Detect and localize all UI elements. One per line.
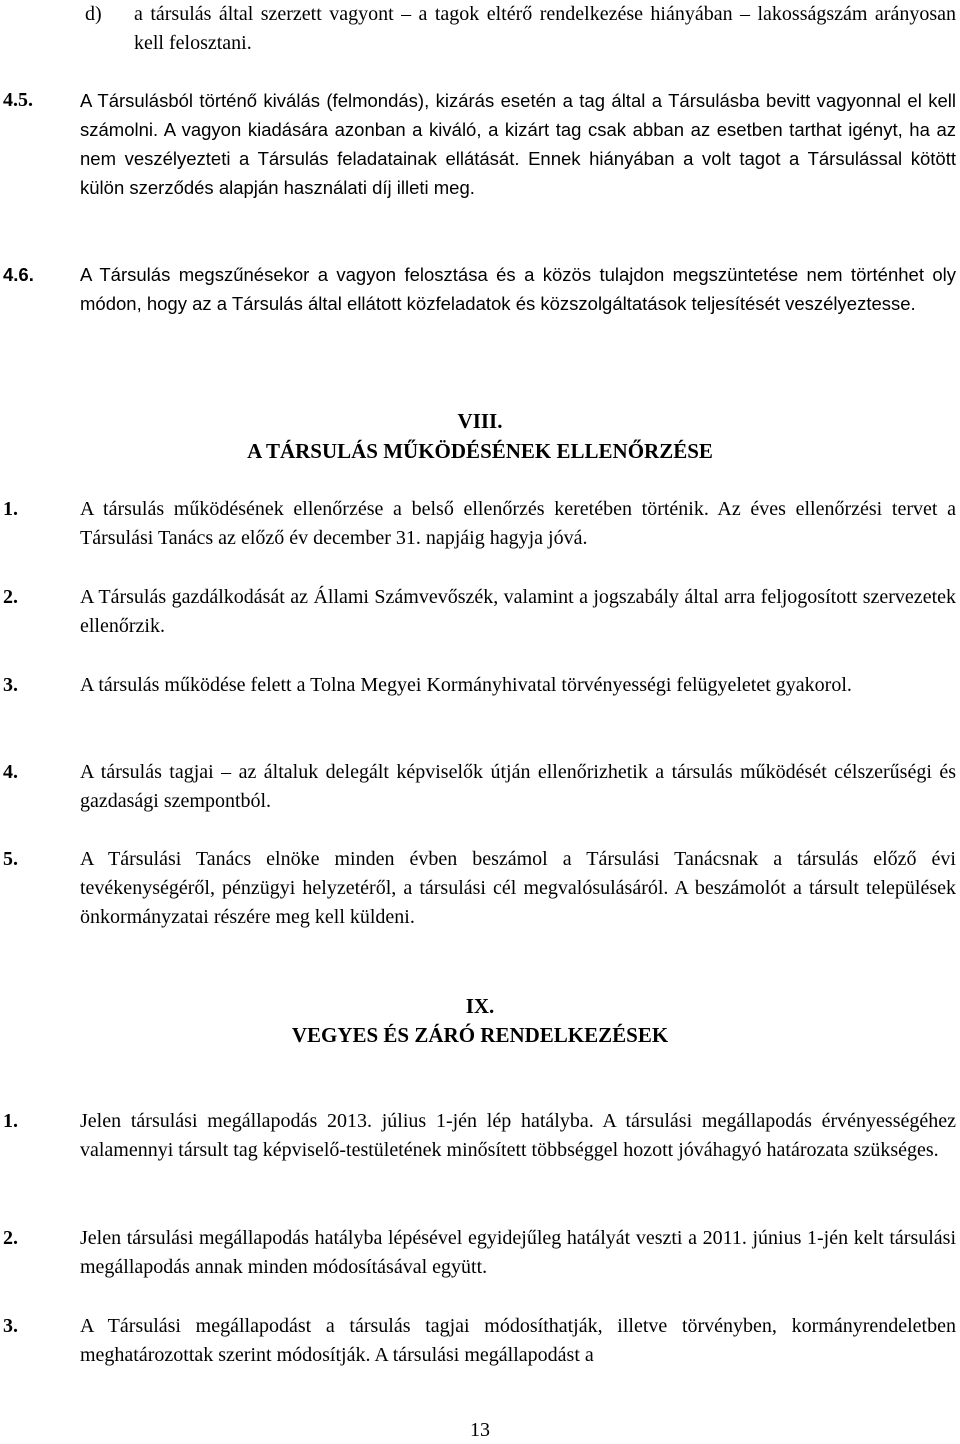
item-text: a társulás által szerzett vagyont – a tagok eltérő rendelkezése hiányában – lakosságszám arányosan kell felosztani. (134, 3, 956, 54)
item-number: 4. (3, 761, 18, 783)
section-text: A Társulásból történő kiválás (felmondás), kizárás esetén a tag által a Társulásba bevitt vagyonnal el kell számolni. A vagyon kiadására azonban a kiváló, a kizárt tag csak abban az esetben tarthat igényt, ha az nem veszélyezteti a Társulás feladatainak ellátását. Ennek hiányában a volt tagot a Társulással kötött külön szerződés alapján használati díj illeti meg. (80, 90, 956, 198)
item-number: 5. (3, 848, 18, 870)
chapter-title: VEGYES ÉS ZÁRÓ RENDELKEZÉSEK (291, 1023, 669, 1047)
chapter-number: VIII. (457, 409, 503, 433)
item-text: A Társulási Tanács elnöke minden évben beszámol a Társulási Tanácsnak a társulás előző évi tevékenységéről, pénzügyi helyzetéről, a társulási cél megvalósulásáról. A beszámolót a társult települések önkormányzatai részére meg kell küldeni. (80, 848, 956, 928)
item-text: A társulás működésének ellenőrzése a belső ellenőrzés keretében történik. Az éves ellenőrzési tervet a Társulási Tanács az előző év december 31. napjáig hagyja jóvá. (80, 498, 956, 549)
item-label: d) (85, 3, 102, 25)
item-number: 3. (3, 674, 18, 696)
chapter-number: IX. (465, 994, 495, 1018)
item-text: A társulás működése felett a Tolna Megyei Kormányhivatal törvényességi felügyeletet gyakorol. (80, 674, 852, 696)
item-text: Jelen társulási megállapodás 2013. július 1-jén lép hatályba. A társulási megállapodás érvényességéhez valamennyi társult tag képviselő-testületének minősített többséggel hozott jóváhagyó határozata szükséges. (80, 1110, 956, 1161)
item-number: 2. (3, 1227, 18, 1249)
item-text: A Társulás gazdálkodását az Állami Számvevőszék, valamint a jogszabály által arra feljogosított szervezetek ellenőrzik. (80, 586, 956, 637)
item-number: 3. (3, 1315, 18, 1337)
chapter-title: A TÁRSULÁS MŰKÖDÉSÉNEK ELLENŐRZÉSE (247, 439, 713, 463)
item-number: 1. (3, 1110, 18, 1132)
section-text: A Társulás megszűnésekor a vagyon felosztása és a közös tulajdon megszüntetése nem történhet oly módon, hogy az a Társulás által ellátott közfeladatok és közszolgáltatások teljesítését veszélyeztesse. (80, 264, 956, 314)
section-number: 4.6. (3, 264, 34, 285)
section-number: 4.5. (3, 89, 33, 111)
item-text: A Társulási megállapodást a társulás tagjai módosíthatják, illetve törvényben, kormányrendeletben meghatározottak szerint módosítják. A társulási megállapodást a (80, 1315, 956, 1366)
item-text: A társulás tagjai – az általuk delegált képviselők útján ellenőrizhetik a társulás működését célszerűségi és gazdasági szempontból. (80, 761, 956, 812)
page-number: 13 (470, 1419, 490, 1441)
item-text: Jelen társulási megállapodás hatályba lépésével egyidejűleg hatályát veszti a 2011. június 1-jén kelt társulási megállapodás annak minden módosításával együtt. (80, 1227, 956, 1278)
item-number: 1. (3, 498, 18, 520)
item-number: 2. (3, 586, 18, 608)
